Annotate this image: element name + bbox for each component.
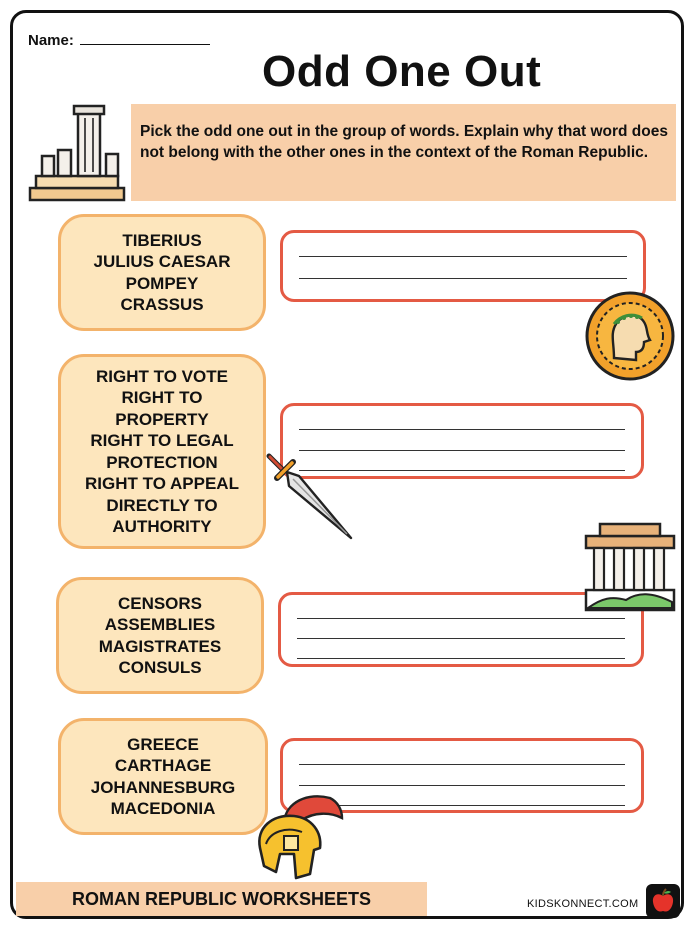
group-word: DIRECTLY TO	[106, 495, 218, 515]
answer-line	[297, 658, 625, 659]
group-word: POMPEY	[125, 273, 199, 293]
answer-line	[299, 429, 625, 430]
group-word: TIBERIUS	[122, 230, 202, 250]
page-title: Odd One Out	[262, 47, 542, 96]
group-word: GREECE	[127, 734, 199, 754]
roman-helmet-icon	[250, 788, 344, 885]
group-word: MACEDONIA	[110, 799, 216, 818]
brand-url[interactable]: KIDSKONNECT.COM	[527, 898, 639, 910]
temple-icon	[582, 520, 678, 619]
word-group-4	[58, 718, 268, 835]
name-underline[interactable]	[80, 31, 210, 45]
instructions: Pick the odd one out in the group of words. Explain why that word does not belong with the other ones in the context of the Roman Republic.	[131, 104, 676, 201]
group-word: CRASSUS	[120, 295, 204, 314]
apple-icon	[646, 884, 680, 918]
sword-icon	[263, 450, 359, 551]
name-label: Name:	[28, 32, 74, 49]
group-word: AUTHORITY	[112, 517, 212, 536]
answer-line	[299, 805, 625, 806]
group-word: JULIUS CAESAR	[93, 252, 231, 271]
group-word: PROTECTION	[106, 452, 218, 472]
answer-line	[299, 278, 627, 279]
name-field[interactable]	[28, 31, 210, 49]
group-word: MAGISTRATES	[98, 636, 222, 656]
word-group-2	[58, 354, 266, 549]
group-word: RIGHT TO	[121, 388, 203, 407]
answer-line	[299, 256, 627, 257]
word-group-3	[56, 577, 264, 694]
footer-banner: ROMAN REPUBLIC WORKSHEETS	[16, 882, 427, 916]
answer-line	[299, 764, 625, 765]
group-word: PROPERTY	[115, 409, 209, 429]
group-word: CARTHAGE	[114, 756, 212, 775]
group-word: CONSULS	[118, 658, 202, 677]
group-word: RIGHT TO LEGAL	[90, 431, 234, 450]
answer-line	[299, 785, 625, 786]
caesar-coin-icon	[584, 290, 676, 387]
ruins-icon	[24, 104, 128, 209]
group-word: CENSORS	[117, 593, 203, 613]
group-word: RIGHT TO APPEAL	[85, 474, 239, 493]
answer-line	[297, 638, 625, 639]
answer-line	[297, 618, 625, 619]
group-word: JOHANNESBURG	[90, 777, 236, 797]
word-group-1	[58, 214, 266, 331]
group-word: ASSEMBLIES	[104, 615, 216, 634]
group-word: RIGHT TO VOTE	[96, 366, 228, 386]
